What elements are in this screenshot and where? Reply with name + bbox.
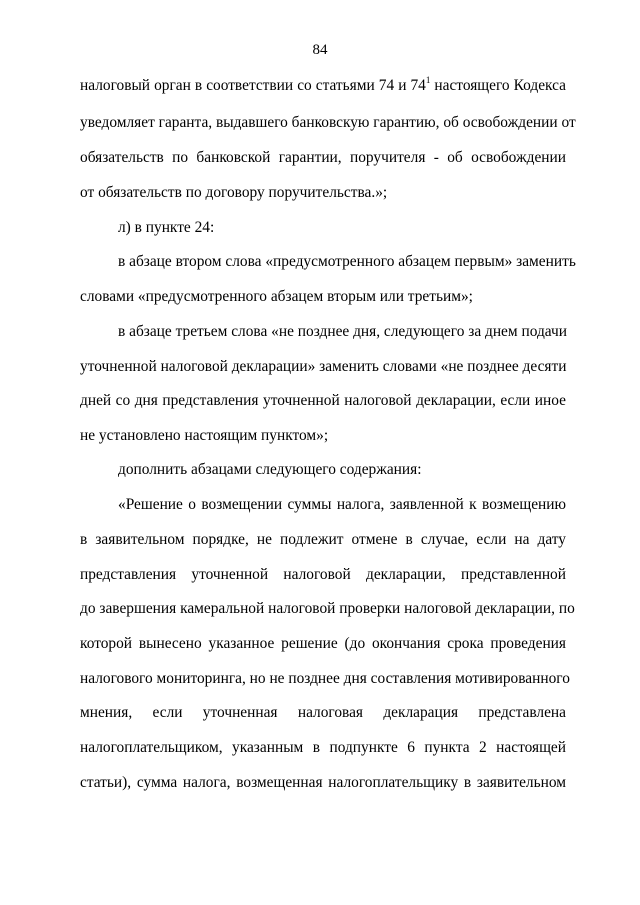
text-line: мнения, если уточненная налоговая декларация представлена — [80, 704, 566, 721]
paragraph-heading: л) в пункте 24: — [118, 219, 215, 236]
text-line: дней со дня представления уточненной налоговой декларации, если иное — [80, 392, 566, 409]
text-line: от обязательств по договору поручительства.»; — [80, 184, 388, 201]
text-line: уточненной налоговой декларации» заменить словами «не позднее десяти — [80, 358, 567, 375]
text-line: до завершения камеральной налоговой проверки налоговой декларации, по — [80, 600, 575, 617]
text-line: представления уточненной налоговой декларации, представленной — [80, 566, 566, 583]
text-line: налоговый орган в соответствии со статьями 74 и $74^1$ настоящего Кодекса — [80, 74, 566, 94]
text-line: в абзаце третьем слова «не позднее дня, следующего за днем подачи — [118, 323, 567, 340]
text-line: налогового мониторинга, но не позднее дня составления мотивированного — [80, 670, 570, 687]
text-line: налогоплательщиком, указанным в подпункте 6 пункта 2 настоящей — [80, 739, 566, 756]
text-line: которой вынесено указанное решение (до окончания срока проведения — [80, 635, 566, 652]
text-line: обязательств по банковской гарантии, поручителя - об освобождении — [80, 149, 566, 166]
text-line: уведомляет гаранта, выдавшего банковскую гарантию, об освобождении от — [80, 114, 576, 131]
text-line: в заявительном порядке, не подлежит отмене в случае, если на дату — [80, 531, 566, 548]
page-number: 84 — [312, 42, 328, 58]
text-line: дополнить абзацами следующего содержания: — [118, 461, 422, 478]
text-line: «Решение о возмещении суммы налога, заявленной к возмещению — [118, 496, 566, 513]
text-line: не установлено настоящим пунктом»; — [80, 427, 329, 444]
text-line: статьи), сумма налога, возмещенная налогоплательщику в заявительном — [80, 774, 566, 791]
text-line: в абзаце втором слова «предусмотренного абзацем первым» заменить — [118, 253, 576, 270]
text-line: словами «предусмотренного абзацем вторым или третьим»; — [80, 288, 473, 305]
